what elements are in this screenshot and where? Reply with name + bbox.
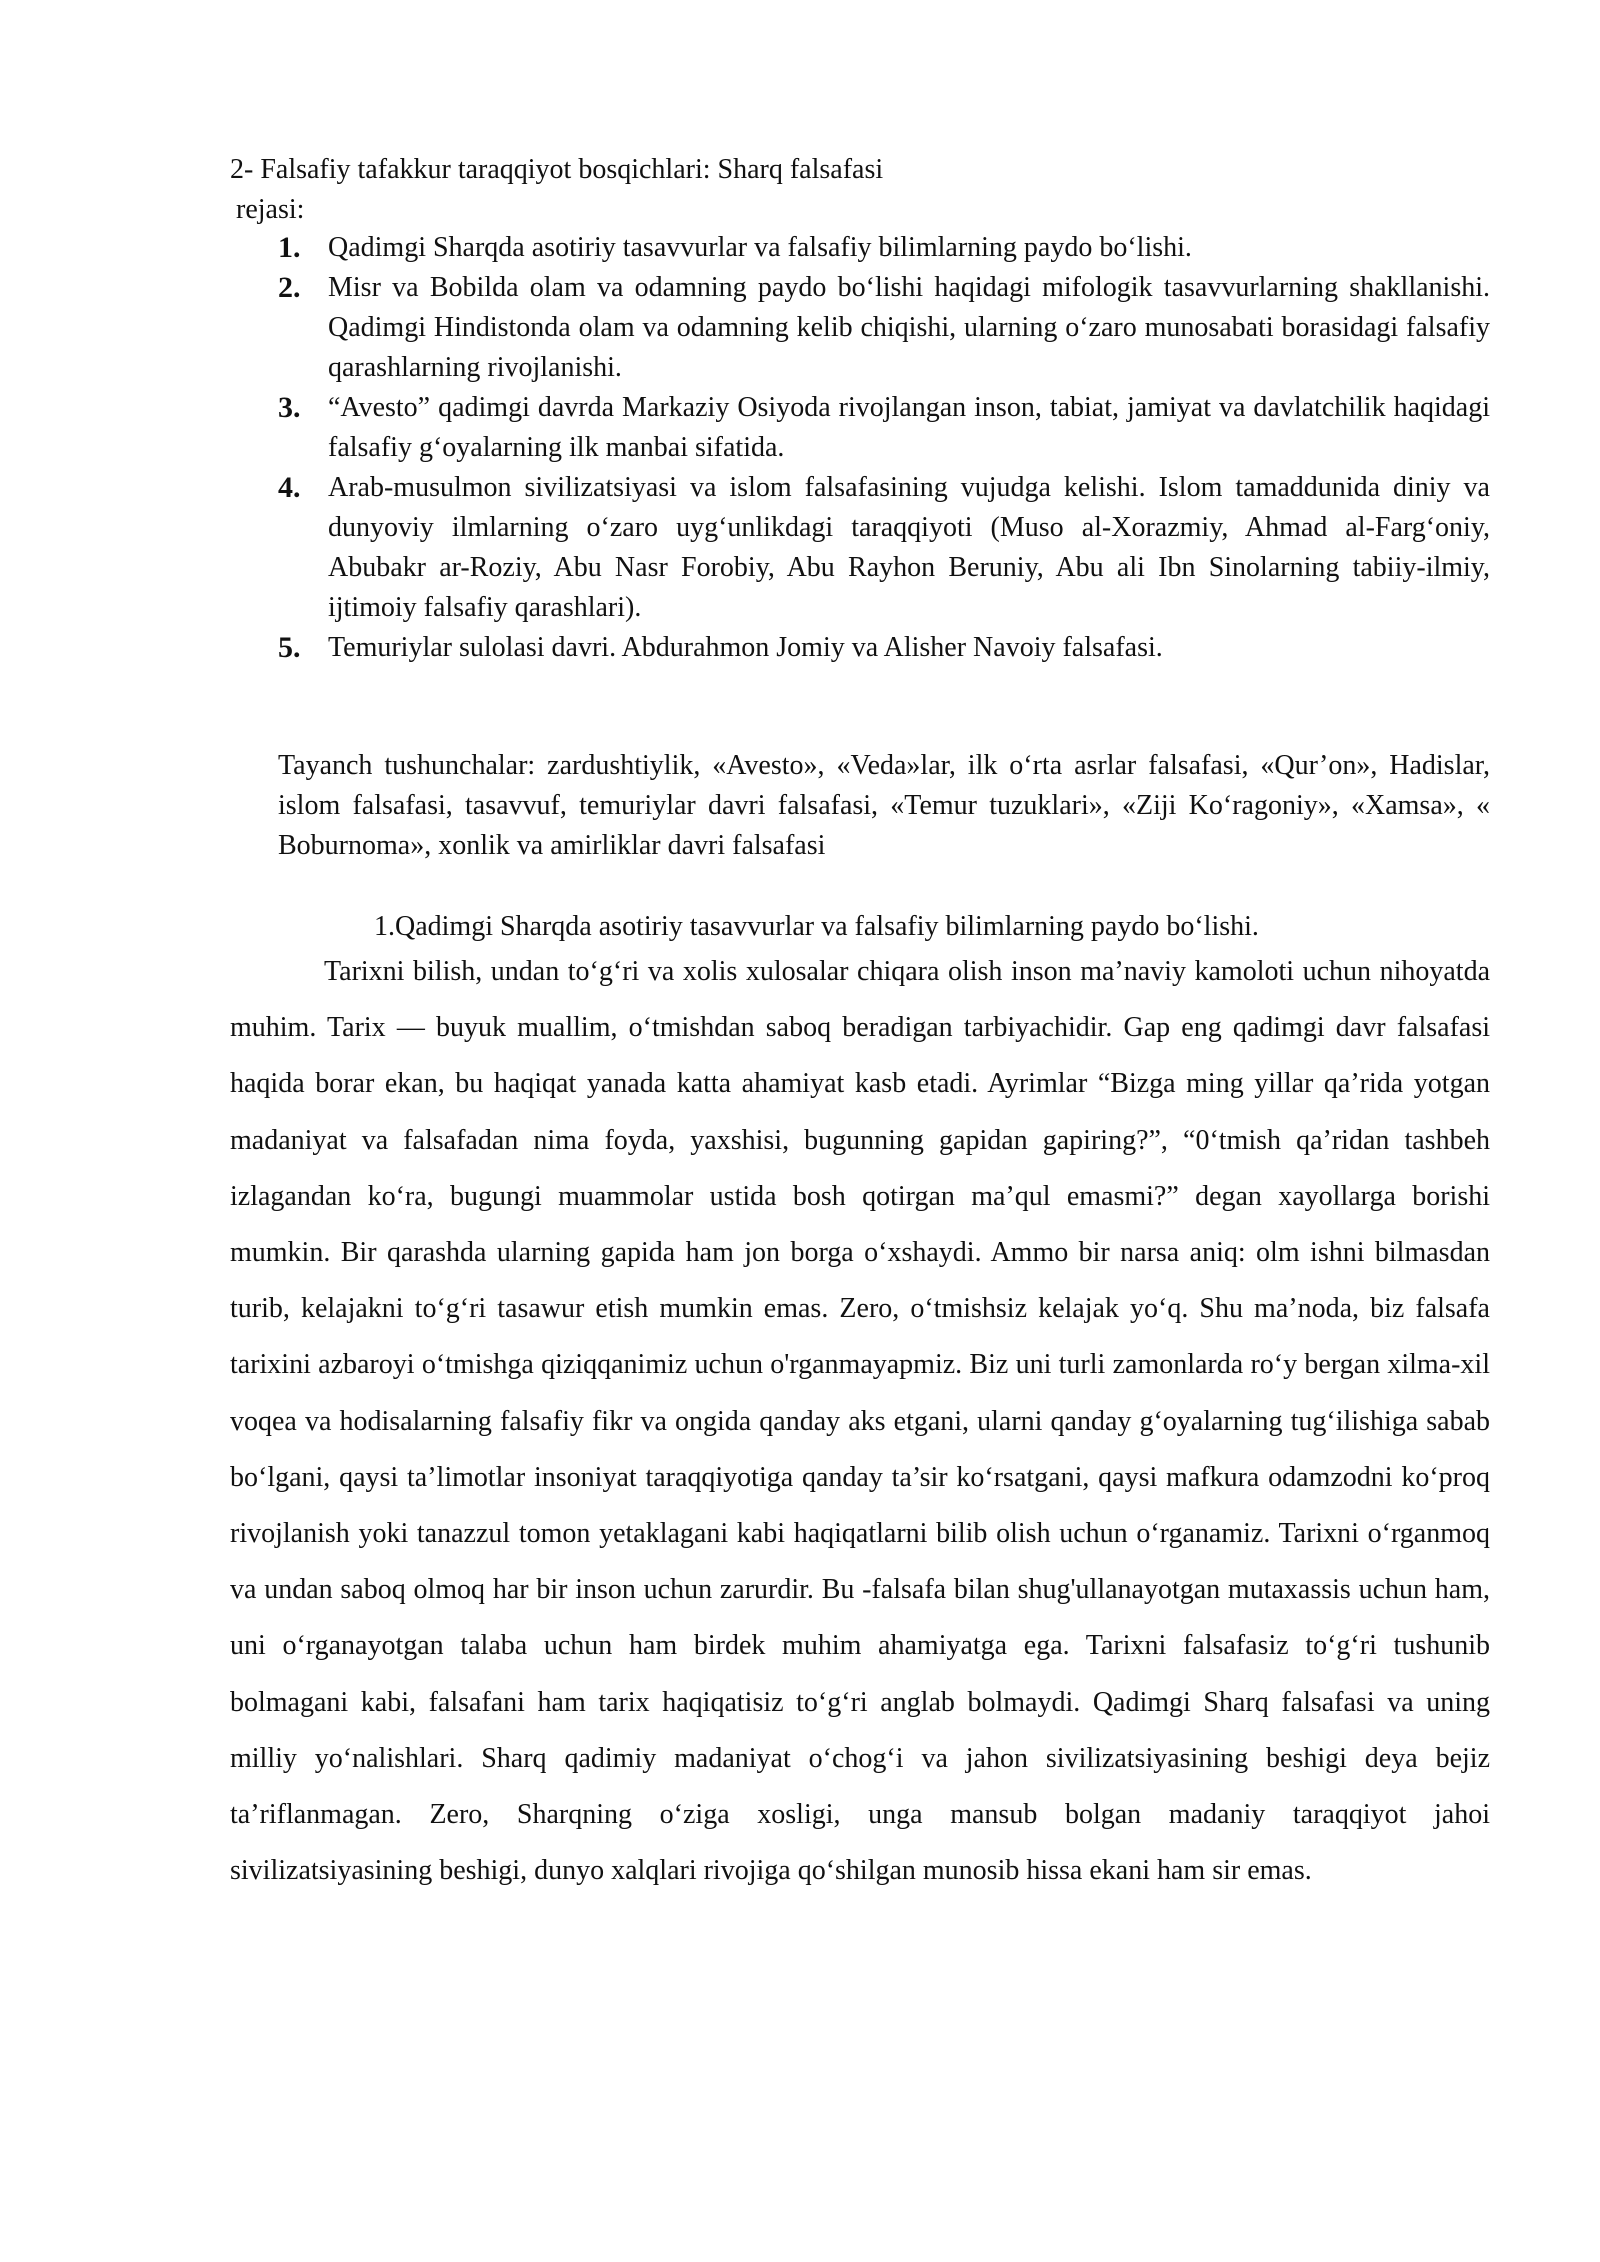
plan-label: rejasi: <box>236 194 305 225</box>
plan-item-number: 2. <box>278 271 301 304</box>
plan-item-text: Misr va Bobilda olam va odamning paydo bo‘lishi haqidagi mifologik tasavvurlarning shakllanishi. Qadimgi Hindistonda olam va odamning kelib chiqishi, ularning o‘zaro munosabati borasidagi falsafiy qarashlarning rivojlanishi. <box>328 272 1490 383</box>
plan-item <box>278 468 1490 628</box>
plan-list <box>278 228 1490 668</box>
plan-item <box>278 228 1490 268</box>
plan-item-number: 1. <box>278 231 301 264</box>
key-concepts-paragraph: Tayanch tushunchalar: zardushtiylik, «Avesto», «Veda»lar, ilk o‘rta asrlar falsafasi, «Qur’on», Hadislar, islom falsafasi, tasavvuf, temuriylar davri falsafasi, «Temur tuzuklari», «Ziji Ko‘ragoniy», «Xamsa», « Boburnoma», xonlik va amirliklar davri falsafasi <box>278 750 1490 861</box>
plan-item-number: 4. <box>278 471 301 504</box>
section-title: 1.Qadimgi Sharqda asotiriy tasavvurlar va falsafiy bilimlarning paydo bo‘lishi. <box>374 911 1259 942</box>
body-paragraph: Tarixni bilish, undan to‘g‘ri va xolis xulosalar chiqara olish inson ma’naviy kamoloti uchun nihoyatda muhim. Tarix — buyuk muallim, o‘tmishdan saboq beradigan tarbiyachidir. Gap eng qadimgi davr falsafasi haqida borar ekan, bu haqiqat yanada katta ahamiyat kasb etadi. Ayrimlar “Bizga ming yillar qa’rida yotgan madaniyat va falsafadan nima foyda, yaxshisi, bugunning gapidan gapiring?”, “0‘tmish qa’ridan tashbeh izlagandan ko‘ra, bugungi muammolar ustida bosh qotirgan ma’qul emasmi?” degan xayollarga borishi mumkin. Bir qarashda ularning gapida ham jon borga o‘xshaydi. Ammo bir narsa aniq: olm ishni bilmasdan turib, kelajakni to‘g‘ri tasawur etish mumkin emas. Zero, o‘tmishsiz kelajak yo‘q. Shu ma’noda, biz falsafa tarixini azbaroyi o‘tmishga qiziqqanimiz uchun o'rganmayapmiz. Biz uni turli zamonlarda ro‘y bergan xilma-xil voqea va hodisalarning falsafiy fikr va ongida qanday aks etgani, ularni qanday g‘oyalarning tug‘ilishiga sabab bo‘lgani, qaysi ta’limotlar insoniyat taraqqiyotiga qanday ta’sir ko‘rsatgani, qaysi mafkura odamzodni ko‘proq rivojlanish yoki tanazzul tomon yetaklagani kabi haqiqatlarni bilib olish uchun o‘rganamiz. Tarixni o‘rganmoq va undan saboq olmoq har bir inson uchun zarurdir. Bu -falsafa bilan shug'ullanayotgan mutaxassis uchun ham, uni o‘rganayotgan talaba uchun ham birdek muhim ahamiyatga ega. Tarixni falsafasiz to‘g‘ri tushunib bolmagani kabi, falsafani ham tarix haqiqatisiz to‘g‘ri anglab bolmaydi. Qadimgi Sharq falsafasi va uning milliy yo‘nalishlari. Sharq qadimiy madaniyat o‘chog‘i va jahon sivilizatsiyasining beshigi deya bejiz ta’riflanmagan. Zero, Sharqning o‘ziga xosligi, unga mansub bolgan madaniy taraqqiyot jahoi sivilizatsiyasining beshigi, dunyo xalqlari rivojiga qo‘shilgan munosib hissa ekani ham sir emas. <box>230 956 1490 1887</box>
plan-item <box>278 388 1490 468</box>
plan-item-number: 5. <box>278 631 301 664</box>
plan-item-text: Temuriylar sulolasi davri. Abdurahmon Jomiy va Alisher Navoiy falsafasi. <box>328 632 1163 663</box>
plan-item <box>278 628 1490 668</box>
plan-item-text: Arab-musulmon sivilizatsiyasi va islom falsafasining vujudga kelishi. Islom tamaddunida diniy va dunyoviy ilmlarning o‘zaro uyg‘unlikdagi taraqqiyoti (Muso al-Xorazmiy, Ahmad al-Farg‘oniy, Abubakr ar-Roziy, Abu Nasr Forobiy, Abu Rayhon Beruniy, Abu ali Ibn Sinolarning tabiiy-ilmiy, ijtimoiy falsafiy qarashlari). <box>328 472 1490 623</box>
plan-item-text: “Avesto” qadimgi davrda Markaziy Osiyoda rivojlangan inson, tabiat, jamiyat va davlatchilik haqidagi falsafiy g‘oyalarning ilk manbai sifatida. <box>328 392 1490 463</box>
document-heading: 2- Falsafiy tafakkur taraqqiyot bosqichlari: Sharq falsafasi <box>230 154 884 185</box>
plan-item-number: 3. <box>278 391 301 424</box>
plan-item-text: Qadimgi Sharqda asotiriy tasavvurlar va falsafiy bilimlarning paydo bo‘lishi. <box>328 232 1192 263</box>
plan-item <box>278 268 1490 388</box>
